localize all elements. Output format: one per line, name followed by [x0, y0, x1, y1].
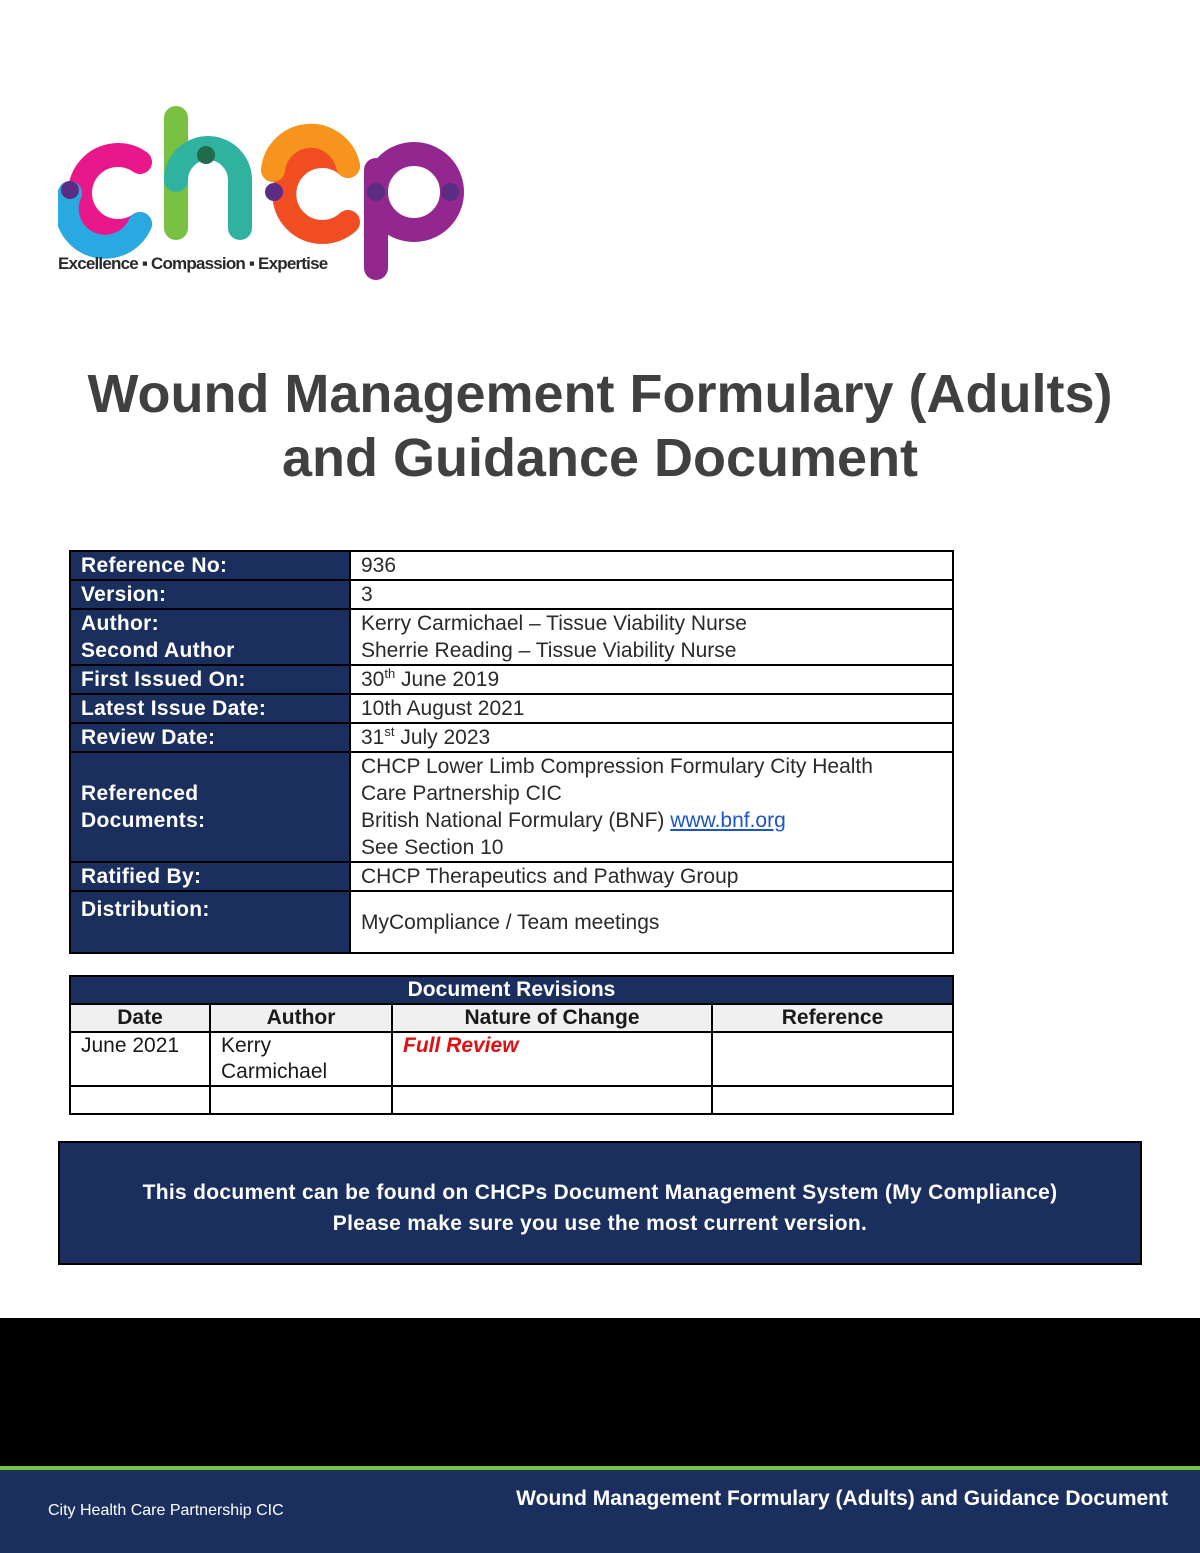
row-second-author [70, 637, 953, 665]
ratified-by-value: CHCP Therapeutics and Pathway Group [350, 862, 953, 891]
row-review-date [70, 723, 953, 752]
notice-line-1: This document can be found on CHCPs Document Management System (My Compliance) [142, 1181, 1058, 1204]
row-reference-no [70, 551, 953, 580]
row-version [70, 580, 953, 609]
row-author [70, 609, 953, 637]
row-distribution [70, 891, 953, 953]
revision-change: Full Review [392, 1032, 712, 1086]
latest-issue-label: Latest Issue Date: [70, 694, 350, 723]
review-date-value: 31st July 2023 [350, 723, 953, 752]
col-nature-of-change: Nature of Change [392, 1004, 712, 1032]
title-line-2: and Guidance Document [281, 428, 919, 488]
document-info-table [69, 550, 954, 954]
first-issued-value: 30th June 2019 [350, 665, 953, 694]
ratified-by-label: Ratified By: [70, 862, 350, 891]
review-date-label: Review Date: [70, 723, 350, 752]
reference-no-label: Reference No: [70, 551, 350, 580]
revision-reference [712, 1032, 953, 1086]
author-value: Kerry Carmichael – Tissue Viability Nurse [350, 609, 953, 637]
second-author-label: Second Author [70, 637, 350, 665]
document-title [0, 362, 1200, 490]
col-author: Author [210, 1004, 392, 1032]
col-date: Date [70, 1004, 210, 1032]
first-issued-label: First Issued On: [70, 665, 350, 694]
logo-tagline: Excellence ▪ Compassion ▪ Expertise [58, 254, 328, 273]
document-revisions-table [69, 975, 954, 1115]
row-latest-issue [70, 694, 953, 723]
referenced-documents-label: Referenced Documents: [70, 752, 350, 862]
revisions-title: Document Revisions [70, 976, 953, 1004]
title-line-1: Wound Management Formulary (Adults) [87, 364, 1113, 424]
row-referenced-documents [70, 752, 953, 862]
notice-box [58, 1141, 1142, 1265]
second-author-value: Sherrie Reading – Tissue Viability Nurse [350, 637, 953, 665]
author-label: Author: [70, 609, 350, 637]
col-reference: Reference [712, 1004, 953, 1032]
table-row [70, 1086, 953, 1114]
reference-no-value: 936 [350, 551, 953, 580]
latest-issue-value: 10th August 2021 [350, 694, 953, 723]
version-value: 3 [350, 580, 953, 609]
referenced-documents-value: CHCP Lower Limb Compression Formulary City Health Care Partnership CIC British National Formulary (BNF) www.bnf.org See Section 10 [350, 752, 953, 862]
notice-line-2: Please make sure you use the most current version. [332, 1212, 868, 1235]
distribution-label: Distribution: [70, 891, 350, 953]
footer-black-band [0, 1318, 1200, 1466]
revision-date: June 2021 [70, 1032, 210, 1086]
version-label: Version: [70, 580, 350, 609]
footer-document-title: Wound Management Formulary (Adults) and Guidance Document [516, 1487, 1168, 1510]
distribution-value: MyCompliance / Team meetings [350, 891, 953, 953]
bnf-link[interactable]: www.bnf.org [670, 809, 786, 832]
row-first-issued [70, 665, 953, 694]
table-row [70, 1032, 953, 1086]
revision-author: Kerry Carmichael [210, 1032, 392, 1086]
row-ratified-by [70, 862, 953, 891]
footer-organisation: City Health Care Partnership CIC [48, 1502, 284, 1519]
